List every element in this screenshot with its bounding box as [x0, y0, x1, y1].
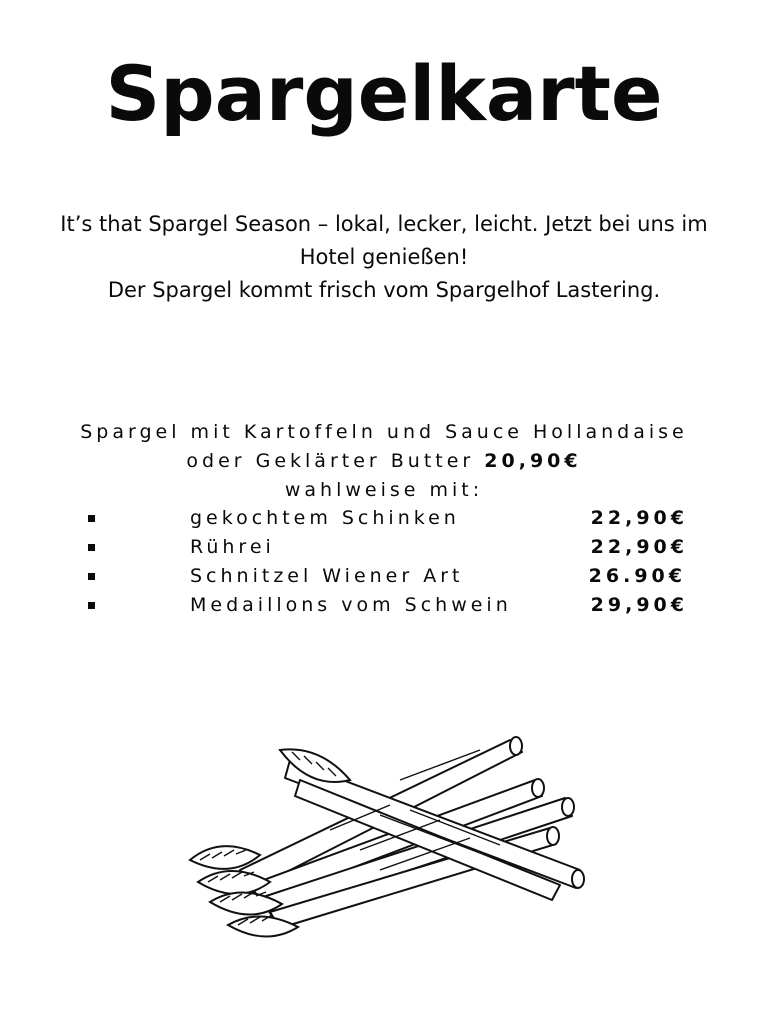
option-price: 22,90€ [590, 507, 688, 529]
options-list [0, 504, 768, 620]
menu-main-dish [0, 418, 768, 505]
intro-line: It’s that Spargel Season – lokal, lecker, leicht. Jetzt bei uns im [60, 212, 708, 236]
list-item [0, 533, 768, 562]
option-name: gekochtem Schinken [190, 507, 460, 529]
choice-label: wahlweise mit: [284, 479, 484, 501]
main-dish-line-2 [0, 447, 768, 476]
bullet-icon [88, 602, 95, 609]
main-dish-line: Spargel mit Kartoffeln und Sauce Hollandaise [80, 421, 688, 443]
option-price: 26.90€ [588, 565, 686, 587]
list-item [0, 504, 768, 533]
option-price: 22,90€ [590, 536, 688, 558]
main-dish-variant: oder Geklärter Butter [186, 450, 475, 472]
main-dish-price: 20,90€ [484, 450, 582, 472]
bullet-icon [88, 573, 95, 580]
page-title: Spargelkarte [105, 49, 663, 138]
intro-text [14, 208, 754, 307]
asparagus-bundle-illustration [180, 720, 600, 950]
bullet-icon [88, 544, 95, 551]
option-name: Rührei [190, 536, 275, 558]
list-item [0, 562, 768, 591]
list-item [0, 591, 768, 620]
intro-line: Hotel genießen! [299, 245, 469, 269]
intro-line: Der Spargel kommt frisch vom Spargelhof Lastering. [107, 278, 661, 302]
option-price: 29,90€ [590, 594, 688, 616]
bullet-icon [88, 515, 95, 522]
option-name: Medaillons vom Schwein [190, 594, 512, 616]
option-name: Schnitzel Wiener Art [190, 565, 464, 587]
